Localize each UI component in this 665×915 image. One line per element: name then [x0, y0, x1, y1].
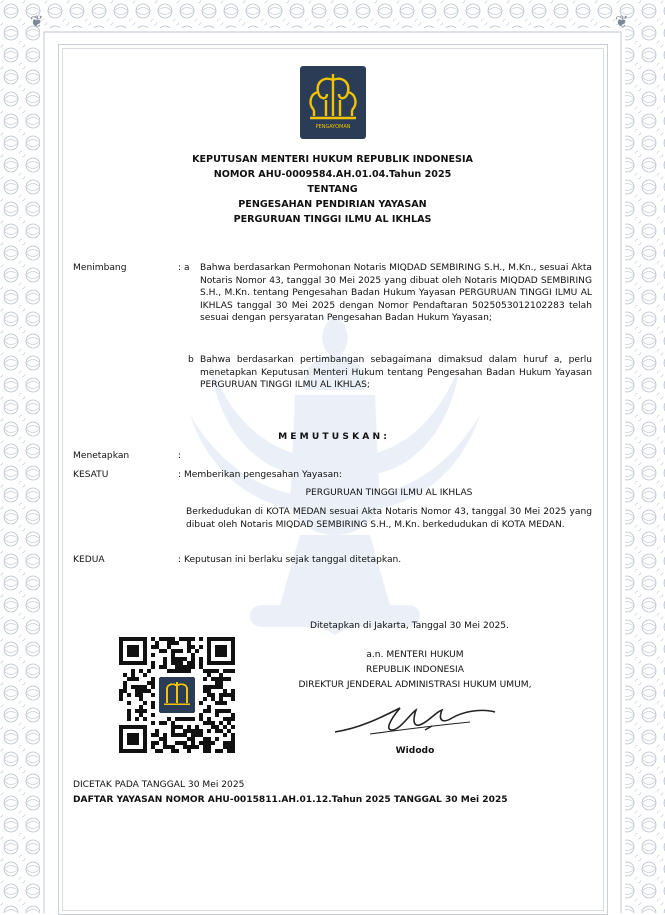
- menimbang-colon-a: : a: [178, 263, 190, 273]
- kesatu-label: KESATU: [73, 470, 109, 480]
- kesatu-detail: Berkedudukan di KOTA MEDAN sesuai Akta Notaris Nomor 43, tanggal 30 Mei 2025 yang dibuat oleh Notaris MIQDAD SEMBIRING S.H., M.Kn. berkedudukan di KOTA MEDAN.: [186, 507, 592, 530]
- handwritten-signature: [330, 700, 500, 742]
- foundation-name: PERGURUAN TINGGI ILMU AL IKHLAS: [305, 488, 473, 498]
- title-line: PENGESAHAN PENDIRIAN YAYASAN: [238, 199, 427, 210]
- title-line: KEPUTUSAN MENTERI HUKUM REPUBLIK INDONESIA: [192, 154, 473, 165]
- place-date: Ditetapkan di Jakarta, Tanggal 30 Mei 2025.: [310, 621, 509, 631]
- menimbang-point-a: Bahwa berdasarkan Permohonan Notaris MIQDAD SEMBIRING S.H., M.Kn., sesuai Akta Notaris Nomor 43, tanggal 30 Mei 2025 yang dibuat oleh Notaris MIQDAD SEMBIRING S.H., M.Kn. tentang Pengesahan Badan Hukum Yayasan PERGURUAN TINGGI ILMU AL IKHLAS tanggal 30 Mei 2025 dengan Nomor Pendaftaran 5025053012102283 telah sesuai dengan persyaratan Pengesahan Badan Hukum Yayasan;: [200, 263, 592, 323]
- signatory-line-3: DIREKTUR JENDERAL ADMINISTRASI HUKUM UMUM,: [298, 680, 532, 690]
- kedua-text: : Keputusan ini berlaku sejak tanggal ditetapkan.: [178, 555, 402, 565]
- menimbang-label: Menimbang: [73, 263, 127, 273]
- decree-title: [120, 152, 545, 227]
- menimbang-marker-b: b: [188, 355, 194, 365]
- kesatu-text: : Memberikan pengesahan Yayasan:: [178, 470, 342, 480]
- title-line: PERGURUAN TINGGI ILMU AL IKHLAS: [233, 214, 432, 225]
- kedua-label: KEDUA: [73, 555, 105, 565]
- menetapkan-label: Menetapkan: [73, 451, 130, 461]
- signatory-line-2: REPUBLIK INDONESIA: [366, 665, 464, 675]
- emblem-caption: PENGAYOMAN: [315, 124, 351, 130]
- title-line: TENTANG: [307, 184, 358, 195]
- signatory-name: Widodo: [395, 746, 435, 756]
- printed-date: DICETAK PADA TANGGAL 30 Mei 2025: [73, 780, 245, 790]
- corner-ornament-right: ❦: [615, 12, 629, 31]
- menetapkan-colon: :: [178, 451, 182, 461]
- signatory-line-1: a.n. MENTERI HUKUM: [366, 650, 464, 660]
- memutuskan-heading: M E M U T U S K A N :: [278, 432, 387, 442]
- menimbang-point-b: Bahwa berdasarkan pertimbangan sebagaimana dimaksud dalam huruf a, perlu menetapkan Keputusan Menteri Hukum tentang Pengesahan Badan Hukum Yayasan PERGURUAN TINGGI ILMU AL IKHLAS;: [200, 355, 592, 390]
- registry-number: DAFTAR YAYASAN NOMOR AHU-0015811.AH.01.12.Tahun 2025 TANGGAL 30 Mei 2025: [73, 795, 508, 805]
- title-line: NOMOR AHU-0009584.AH.01.04.Tahun 2025: [213, 169, 452, 180]
- corner-ornament-left: ❦: [30, 12, 44, 31]
- qr-code: [119, 637, 235, 753]
- pengayoman-emblem: [300, 66, 366, 139]
